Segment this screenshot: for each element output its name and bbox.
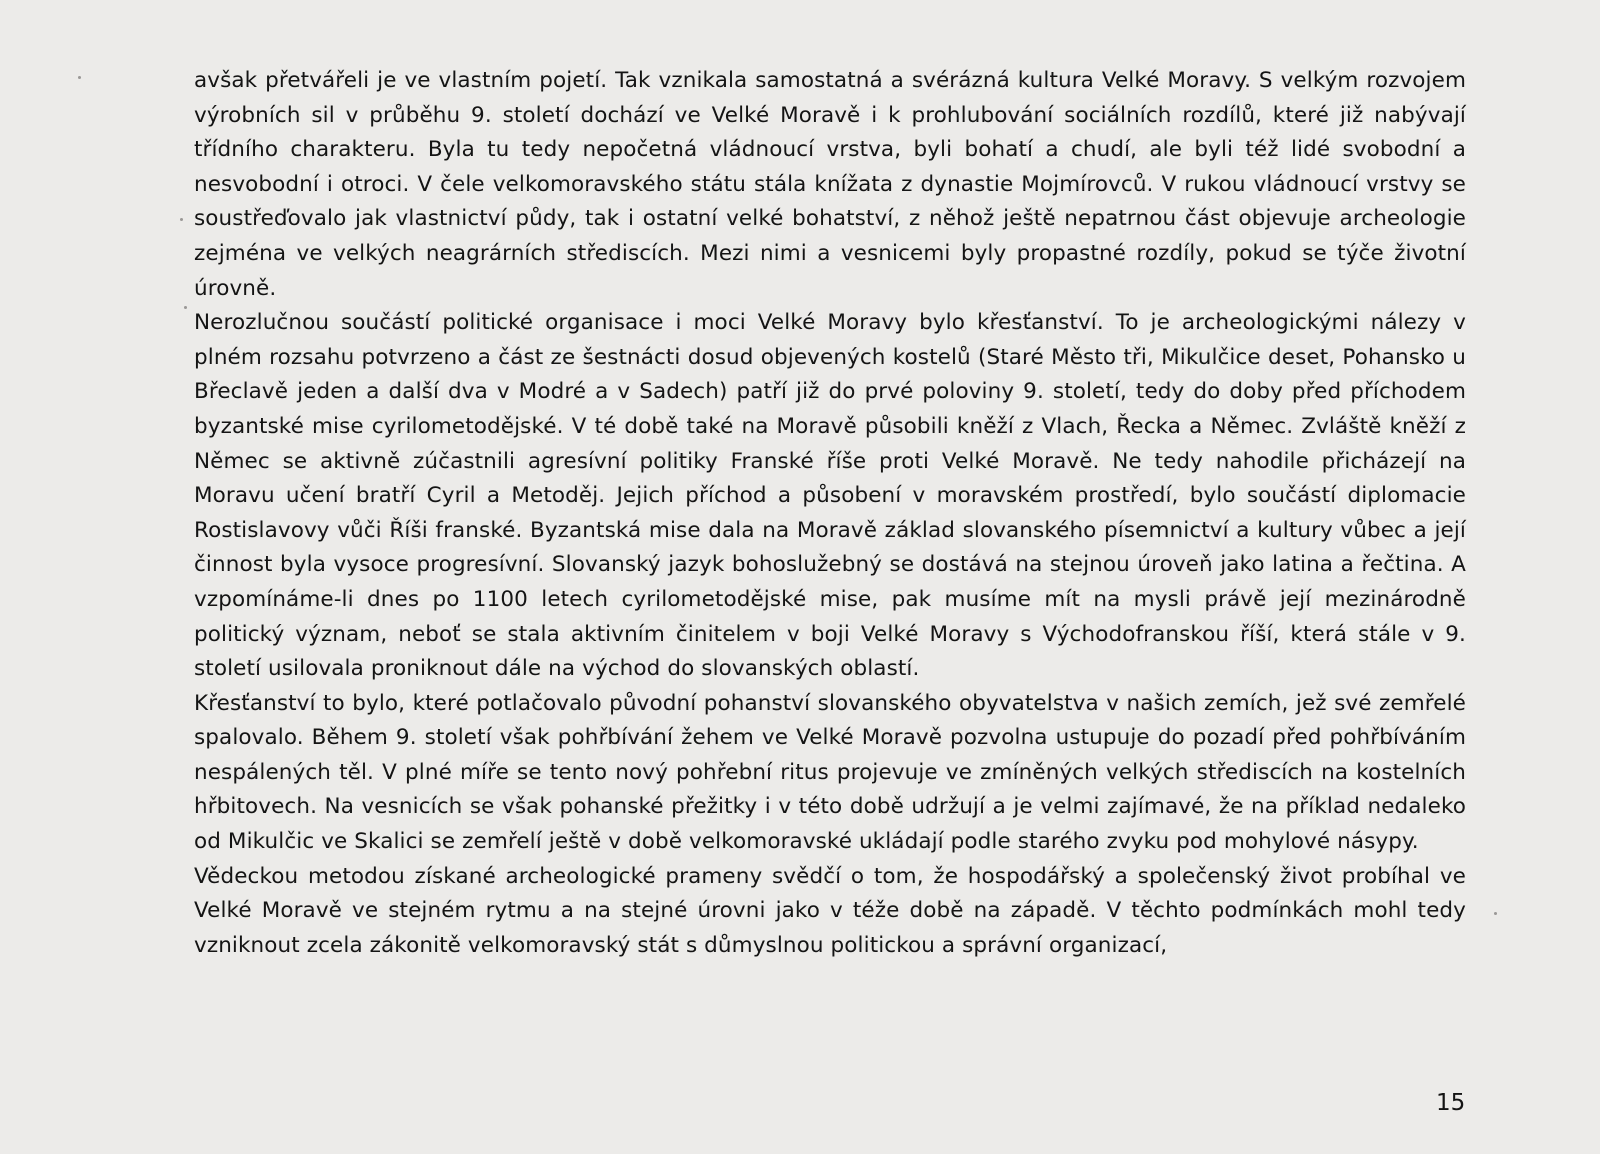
paper-speck (184, 306, 187, 309)
paragraph: Vědeckou metodou získané archeologické prameny svědčí o tom, že hospodářský a společenský život probíhal ve Velké Moravě ve stejném rytmu a na stejné úrovni jako v téže době na západě. V těchto podmínkách mohl tedy vzniknout zcela zákonitě velkomoravský stát s důmyslnou politickou a správní organizací, (194, 863, 1466, 958)
body-text (194, 64, 1466, 963)
paragraph: avšak přetvářeli je ve vlastním pojetí. Tak vznikala samostatná a svérázná kultura Velké Moravy. S velkým rozvojem výrobních sil v průběhu 9. století dochází ve Velké Moravě i k prohlubování sociálních rozdílů, které již nabývají třídního charakteru. Byla tu tedy nepočetná vládnoucí vrstva, byli bohatí a chudí, ale byli též lidé svobodní a nesvobodní i otroci. V čele velkomoravského státu stála knížata z dynastie Mojmírovců. V rukou vládnoucí vrstvy se soustřeďovalo jak vlastnictví půdy, tak i ostatní velké bohatství, z něhož ještě nepatrnou část objevuje archeologie zejména ve velkých neagrárních střediscích. Mezi nimi a vesnicemi byly propastné rozdíly, pokud se týče životní úrovně. (194, 68, 1466, 301)
paragraph: Nerozlučnou součástí politické organisace i moci Velké Moravy bylo křesťanství. To je archeologickými nálezy v plném rozsahu potvrzeno a část ze šestnácti dosud objevených kostelů (Staré Město tři, Mikulčice deset, Pohansko u Břeclavě jeden a další dva v Modré a v Sadech) patří již do prvé poloviny 9. století, tedy do doby před příchodem byzantské mise cyrilometodějské. V té době také na Moravě působili kněží z Vlach, Řecka a Němec. Zvláště kněží z Němec se aktivně zúčastnili agresívní politiky Franské říše proti Velké Moravě. Ne tedy nahodile přicházejí na Moravu učení bratří Cyril a Metoděj. Jejich příchod a působení v moravském prostředí, bylo součástí diplomacie Rostislavovy vůči Říši franské. Byzantská mise dala na Moravě základ slovanského písemnictví a kultury vůbec a její činnost byla vysoce progresívní. Slovanský jazyk bohoslužebný se dostává na stejnou úroveň jako latina a řečtina. A vzpomínáme-li dnes po 1100 letech cyrilometodějské mise, pak musíme mít na mysli právě její mezinárodně politický význam, neboť se stala aktivním činitelem v boji Velké Moravy s Východofranskou říší, která stále v 9. století usilovala proniknout dále na východ do slovanských oblastí. (194, 310, 1466, 682)
paper-speck (78, 76, 81, 79)
page-number: 15 (1436, 1090, 1466, 1116)
paper-speck (1494, 912, 1497, 915)
paragraph: Křesťanství to bylo, které potlačovalo původní pohanství slovanského obyvatelstva v našich zemích, jež své zemřelé spalovalo. Během 9. století však pohřbívání žehem ve Velké Moravě pozvolna ustupuje do pozadí před pohřbíváním nespálených těl. V plné míře se tento nový pohřební ritus projevuje ve zmíněných velkých střediscích na kostelních hřbitovech. Na vesnicích se však pohanské přežitky i v této době udržují a je velmi zajímavé, že na příklad nedaleko od Mikulčic ve Skalici se zemřelí ještě v době velkomoravské ukládají podle starého zvyku pod mohylové násypy. (194, 690, 1466, 855)
paper-speck (180, 218, 183, 221)
